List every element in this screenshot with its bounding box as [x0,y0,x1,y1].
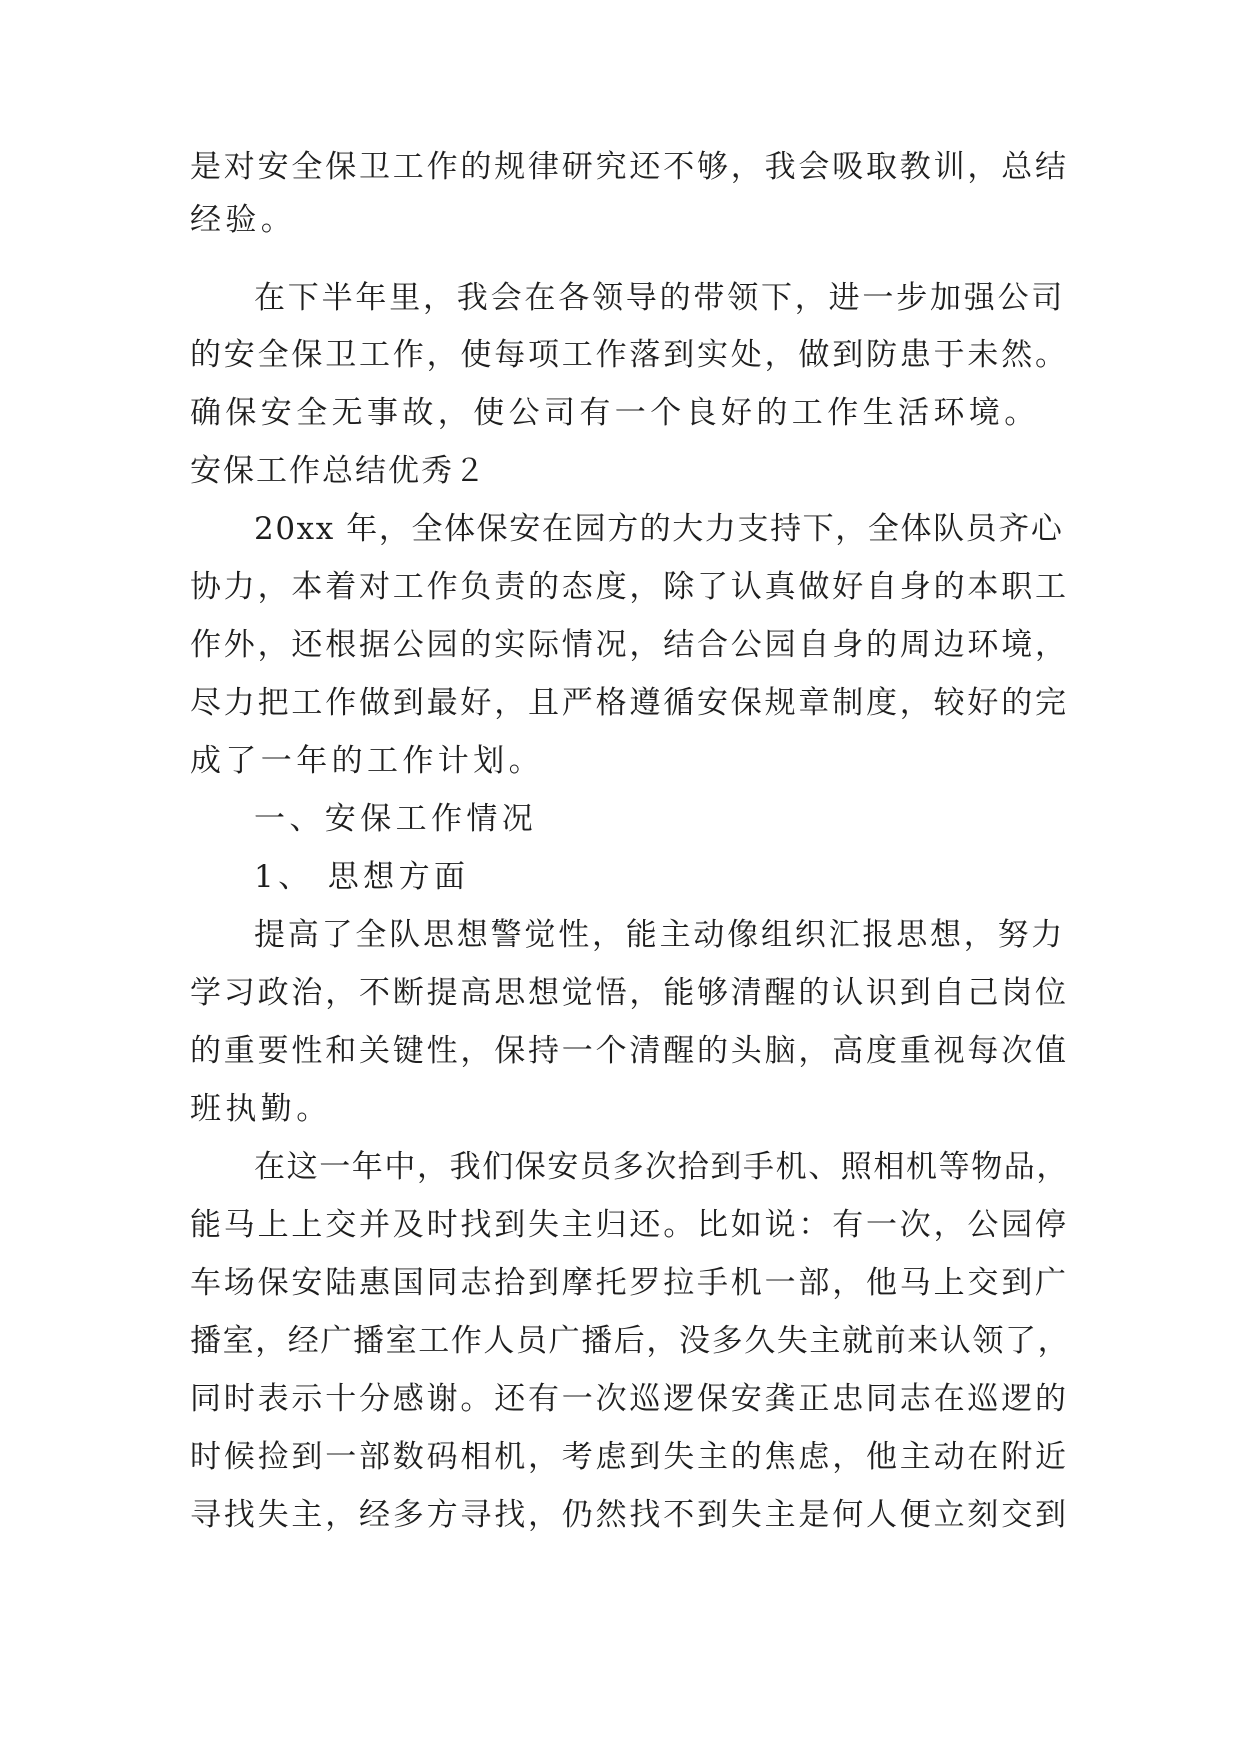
paragraph-line: 作外，还根据公园的实际情况，结合公园自身的周边环境， [190,627,1069,663]
paragraph-line: 的安全保卫工作，使每项工作落到实处，做到防患于未然。 [190,337,1069,373]
paragraph-line: 协力，本着对工作负责的态度，除了认真做好自身的本职工 [190,569,1069,605]
section-title: 安保工作总结优秀２ [190,453,487,489]
section-heading: 一、安保工作情况 [254,801,538,837]
paragraph-line: 确保安全无事故，使公司有一个良好的工作生活环境。 [190,395,1040,431]
paragraph-line: 是对安全保卫工作的规律研究还不够，我会吸取教训，总结 [190,149,1069,185]
paragraph-line: 20xx 年，全体保安在园方的大力支持下，全体队员齐心 [254,511,1064,547]
paragraph-line: 成了一年的工作计划。 [190,743,544,779]
paragraph-line: 学习政治，不断提高思想觉悟，能够清醒的认识到自己岗位 [190,975,1069,1011]
subsection-heading: 1、 思想方面 [254,859,470,895]
paragraph-line: 寻找失主，经多方寻找，仍然找不到失主是何人便立刻交到 [190,1497,1069,1533]
paragraph-line: 尽力把工作做到最好，且严格遵循安保规章制度，较好的完 [190,685,1069,721]
paragraph-line: 在下半年里，我会在各领导的带领下，进一步加强公司 [254,280,1066,316]
paragraph-line: 提高了全队思想警觉性，能主动像组织汇报思想，努力 [254,917,1066,953]
paragraph-line: 同时表示十分感谢。还有一次巡逻保安龚正忠同志在巡逻的 [190,1381,1069,1417]
paragraph-line: 播室，经广播室工作人员广播后，没多久失主就前来认领了， [190,1323,1071,1359]
paragraph-line: 经验。 [190,202,297,238]
paragraph-line: 班执勤。 [190,1091,332,1127]
paragraph-line: 车场保安陆惠国同志拾到摩托罗拉手机一部，他马上交到广 [190,1265,1069,1301]
paragraph-line: 时候捡到一部数码相机，考虑到失主的焦虑，他主动在附近 [190,1439,1069,1475]
paragraph-line: 能马上上交并及时找到失主归还。比如说：有一次，公园停 [190,1207,1069,1243]
paragraph-line: 的重要性和关键性，保持一个清醒的头脑，高度重视每次值 [190,1033,1069,1069]
paragraph-line: 在这一年中，我们保安员多次拾到手机、照相机等物品， [254,1149,1069,1185]
